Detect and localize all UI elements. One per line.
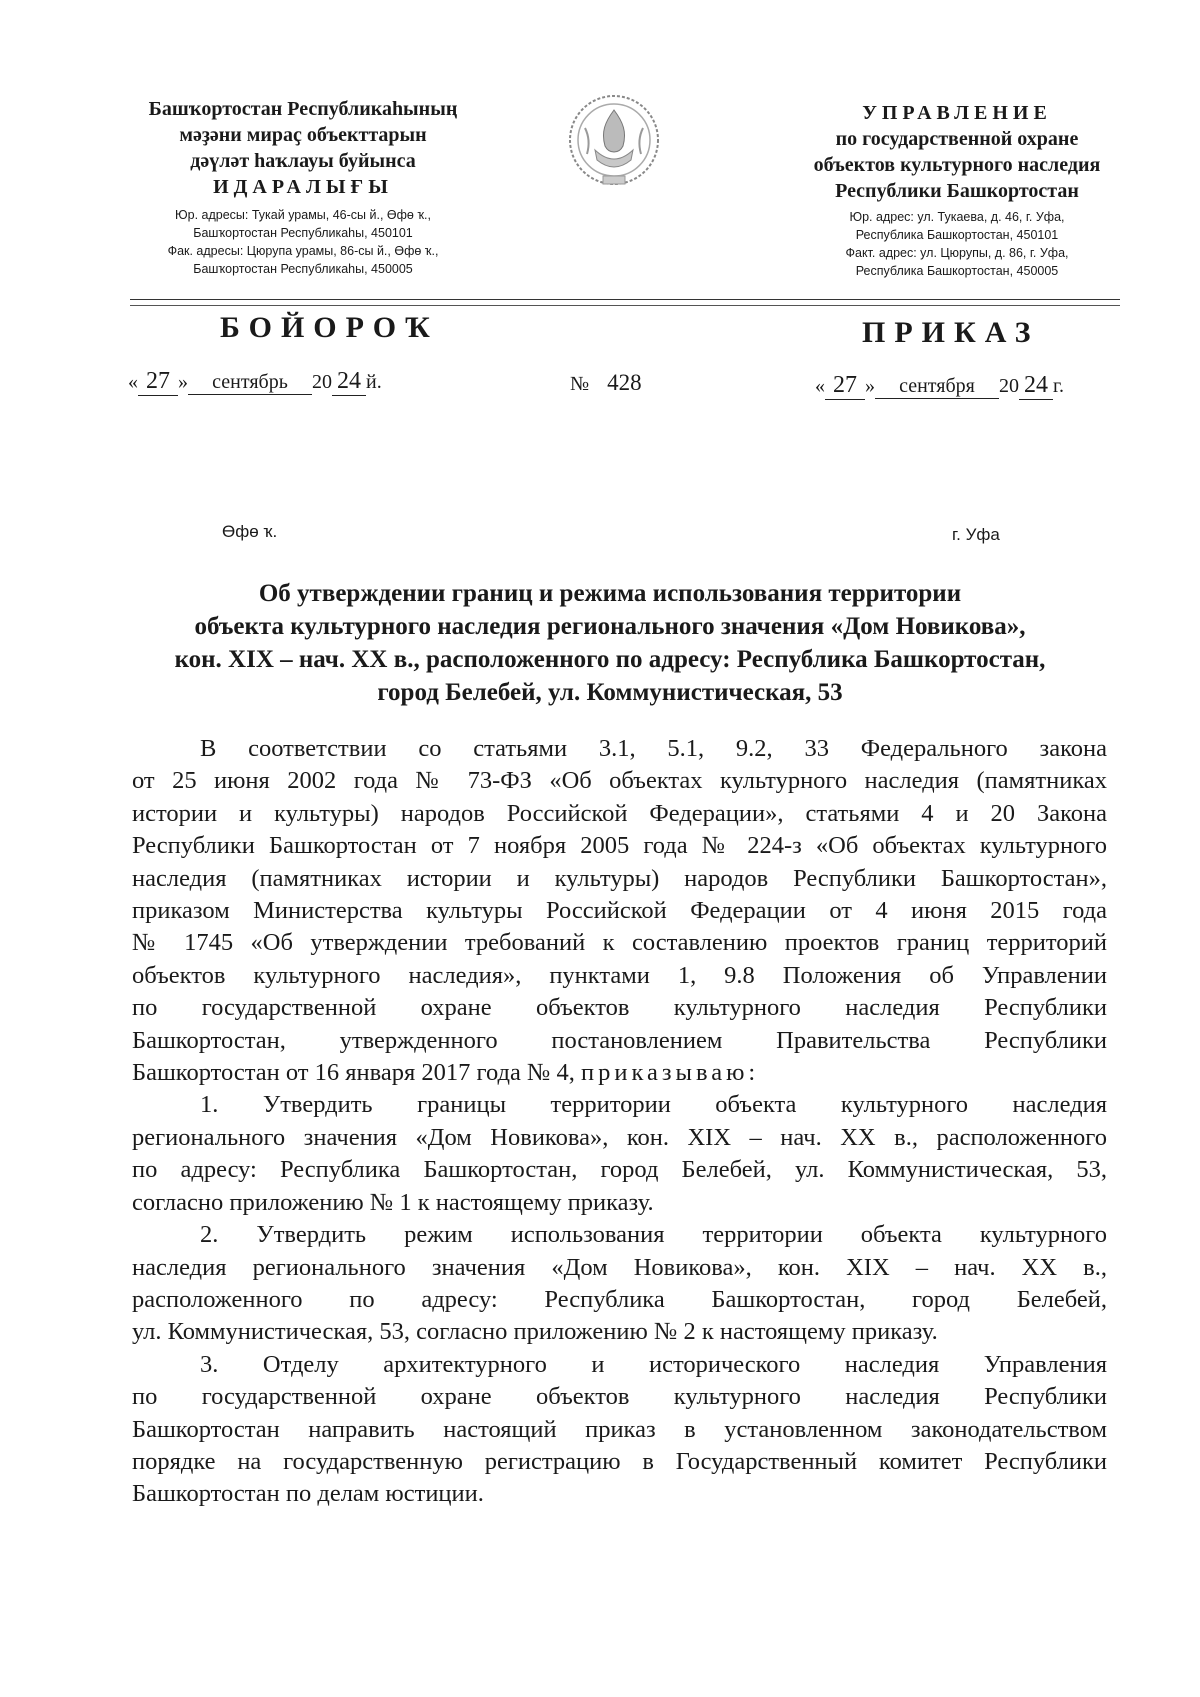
preamble-line: наследия (памятниках истории и культуры) народов Республики Башкортостан», [132,864,1107,892]
date-ba-year-prefix: 20 [312,371,332,393]
preamble-line: от 25 июня 2002 года № 73-ФЗ «Об объектах культурного наследия (памятниках [132,767,1107,795]
item-1-line: согласно приложению № 1 к настоящему приказу. [132,1188,654,1216]
paragraph-item-1 [132,1089,1107,1219]
city-ru: г. Уфа [952,525,1000,544]
order-word: приказываю: [580,1059,760,1087]
address-ru-line2: Республика Башкортостан, 450101 [855,228,1059,242]
item-3-line: Башкортостан направить настоящий приказ в установленном законодательством [132,1415,1107,1443]
org-name-ru-line3: объектов культурного наследия [813,154,1101,176]
date-ru-day: 27 [825,372,865,400]
item-3-line: 3. Отделу архитектурного и исторического наследия Управления [200,1350,1107,1378]
city-ba: Өфө ҡ. [222,522,278,541]
preamble-line: Республики Башкортостан от 7 ноября 2005 года № 224-з «Об объектах культурного [132,832,1107,860]
header-divider-bottom [130,305,1120,306]
org-name-ru-line2: по государственной охране [835,128,1079,150]
date-ba-suffix: й. [366,371,382,393]
date-ru-suffix: г. [1053,375,1064,397]
address-ba-line3: Фак. адресы: Цюрупа урамы, 86-сы й., Өфө ҡ., [167,244,439,258]
address-ba [118,206,488,278]
address-ru-line1: Юр. адрес: ул. Тукаева, д. 46, г. Уфа, [849,210,1065,224]
header-left [118,96,488,278]
date-ru-year-suffix: 24 [1019,372,1053,400]
order-number-sign: № [570,373,590,395]
item-1-line: регионального значения «Дом Новикова», кон. XIX – нач. XX в., расположенного [132,1123,1107,1151]
header-right [772,100,1142,280]
address-ru-line3: Факт. адрес: ул. Цюрупы, д. 86, г. Уфа, [845,246,1069,260]
date-ru-close: » [865,375,875,397]
item-3-line: Башкортостан по делам юстиции. [132,1480,484,1508]
item-2-line: расположенного по адресу: Республика Башкортостан, город Белебей, [132,1285,1107,1313]
org-name-ru-line1: УПРАВЛЕНИЕ [862,102,1052,124]
address-ba-line1: Юр. адресы: Тукай урамы, 46-сы й., Өфө ҡ., [175,208,431,222]
subject-line2: объекта культурного наследия регионального значения «Дом Новикова», [194,613,1026,640]
date-ru-year-prefix: 20 [999,375,1019,397]
paragraph-item-2 [132,1219,1107,1349]
org-name-ru-line4: Республики Башкортостан [835,180,1079,202]
preamble-line: В соответствии со статьями 3.1, 5.1, 9.2, 33 Федерального закона [200,735,1107,762]
preamble-line-last [132,1057,1107,1089]
item-3-line: по государственной охране объектов культурного наследия Республики [132,1383,1107,1411]
preamble-line: объектов культурного наследия», пунктами 1, 9.8 Положения об Управлении [132,961,1107,989]
org-name-ba-line2: мәҙәни мираҫ объекттарын [179,124,427,146]
coat-of-arms-emblem-icon [565,88,663,198]
item-2-line: наследия регионального значения «Дом Новикова», кон. XIX – нач. XX в., [132,1253,1107,1281]
org-name-ba-line1: Башҡортостан Республикаһының [148,98,458,120]
address-ru-line4: Республика Башкортостан, 450005 [855,264,1059,278]
date-ba-year-suffix: 24 [332,368,366,396]
address-ba-line2: Башҡортостан Республикаһы, 450101 [193,226,413,240]
subject-line1: Об утверждении границ и режима использования территории [258,580,962,607]
preamble-line: приказом Министерства культуры Российской Федерации от 4 июня 2015 года [132,897,1107,925]
preamble-line: истории и культуры) народов Российской Федерации», статьями 4 и 20 Закона [132,799,1107,827]
header-divider-top [130,299,1120,300]
order-title-ba: БОЙОРОҠ [220,311,439,344]
date-ba [128,368,382,396]
address-ru [772,208,1142,280]
order-number [570,370,642,396]
item-2-line: ул. Коммунистическая, 53, согласно приложению № 2 к настоящему приказу. [132,1318,938,1346]
item-2-line: 2. Утвердить режим использования территории объекта культурного [200,1221,1107,1249]
item-1-line: 1. Утвердить границы территории объекта культурного наследия [200,1091,1107,1119]
date-ba-month: сентябрь [188,371,312,395]
preamble-last-text: Башкортостан от 16 января 2017 года № 4, [132,1059,575,1087]
item-1-line: по адресу: Республика Башкортостан, город Белебей, ул. Коммунистическая, 53, [132,1156,1107,1184]
preamble-line: № 1745 «Об утверждении требований к составлению проектов границ территорий [132,929,1107,957]
date-ru-open: « [815,375,825,397]
org-name-ba-line4: ИДАРАЛЫҒЫ [213,176,393,198]
preamble-line: по государственной охране объектов культурного наследия Республики [132,994,1107,1022]
date-ba-day: 27 [138,368,178,396]
date-ba-open: « [128,371,138,393]
order-number-value: 428 [607,370,642,395]
order-title-ru: ПРИКАЗ [862,316,1040,349]
subject-line3: кон. XIX – нач. XX в., расположенного по адресу: Республика Башкортостан, [174,646,1046,673]
order-subject [110,577,1110,709]
paragraph-item-3 [132,1349,1107,1511]
paragraph-preamble [132,733,1107,1089]
address-ba-line4: Башҡортостан Республикаһы, 450005 [193,262,413,276]
date-ru-month: сентября [875,375,999,399]
org-name-ba-line3: дәүләт һаҡлауы буйынса [190,150,416,172]
subject-line4: город Белебей, ул. Коммунистическая, 53 [377,679,843,706]
date-ru [815,372,1064,400]
preamble-line: Башкортостан, утвержденного постановлением Правительства Республики [132,1026,1107,1054]
order-body [132,733,1107,1511]
date-ba-close: » [178,371,188,393]
item-3-line: порядке на государственную регистрацию в Государственный комитет Республики [132,1447,1107,1475]
